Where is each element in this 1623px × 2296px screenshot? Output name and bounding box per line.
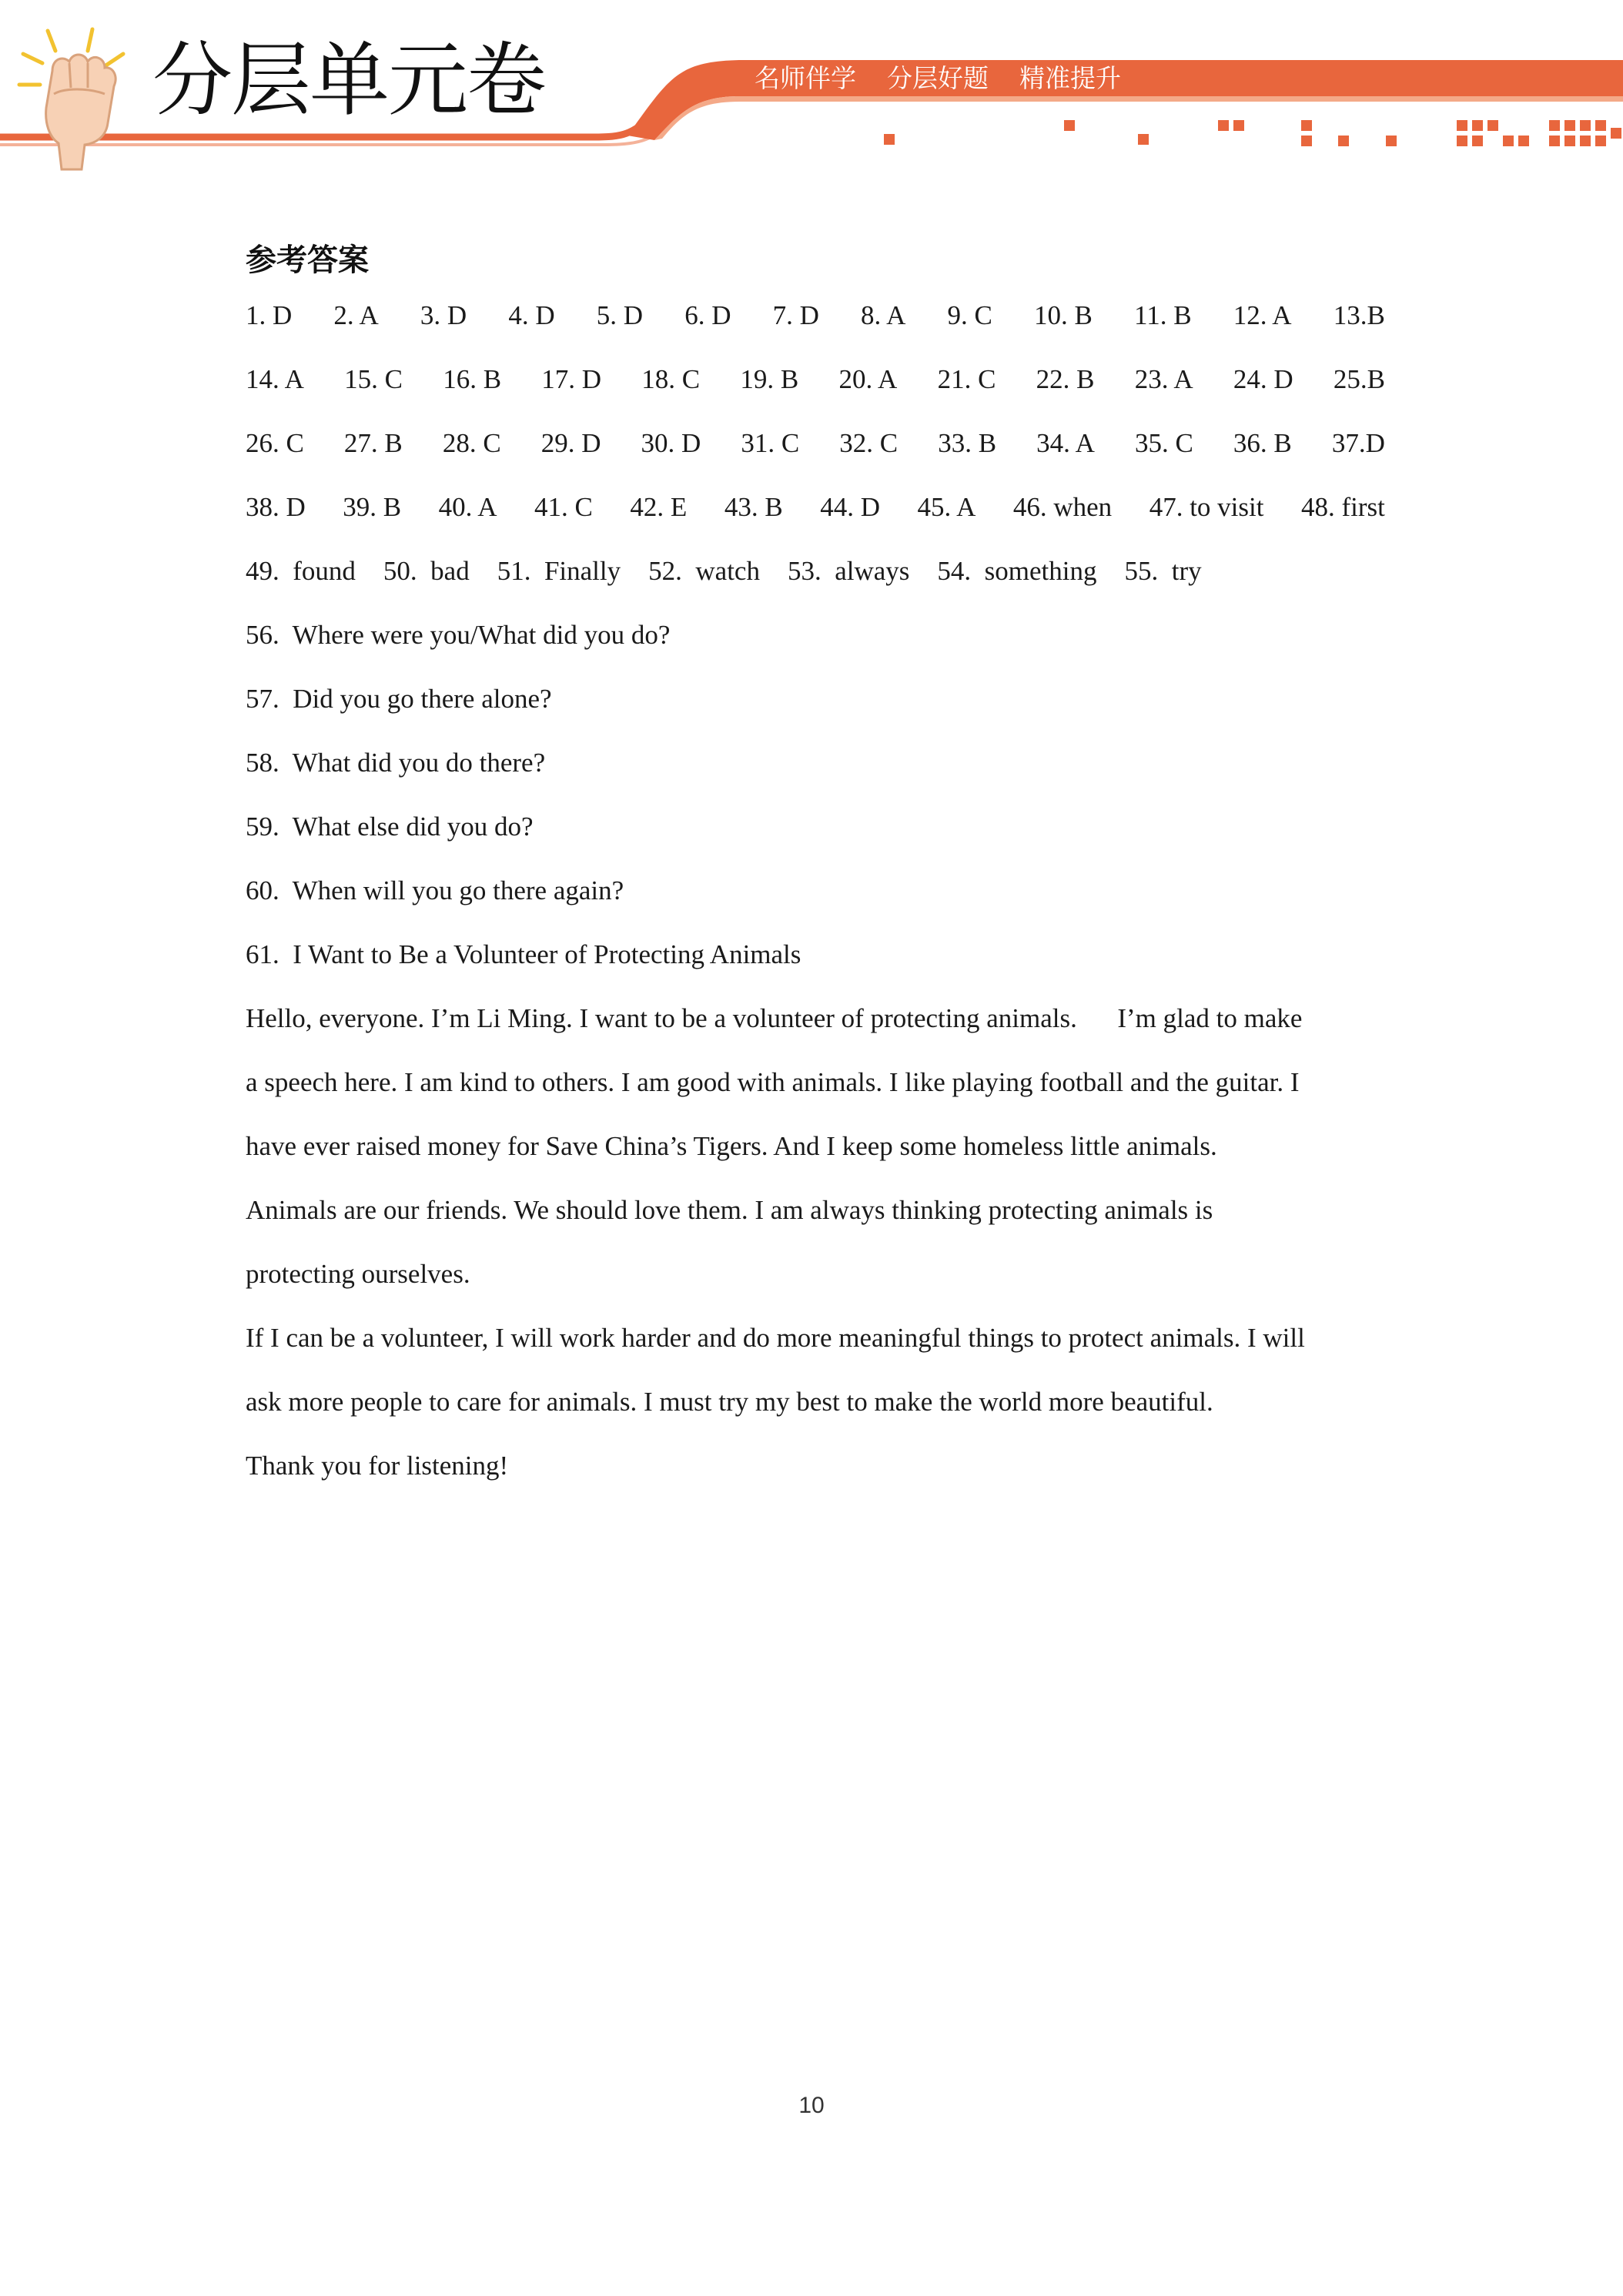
answer-item: 25.B xyxy=(1333,363,1385,394)
brand-title: 分层单元卷 xyxy=(152,33,546,127)
answer-grid xyxy=(246,283,1385,603)
answer-item: 30. D xyxy=(641,427,701,458)
question-list xyxy=(246,603,1385,986)
answer-item: 24. D xyxy=(1233,363,1293,394)
answer-item: 51. Finally xyxy=(497,555,621,586)
answer-item: 3. D xyxy=(420,300,467,330)
slogan-1: 名师伴学 xyxy=(755,62,856,93)
answer-item: 54. something xyxy=(937,555,1097,586)
answer-item: 39. B xyxy=(343,491,402,522)
essay-line: Hello, everyone. I’m Li Ming. I want to be a volunteer of protecting animals. I’m glad to make xyxy=(246,1003,1303,1033)
answer-row xyxy=(246,475,1385,539)
essay-line: have ever raised money for Save China’s Tigers. And I keep some homeless little animals. xyxy=(246,1131,1217,1161)
answer-item: 27. B xyxy=(343,427,403,458)
page-number: 10 xyxy=(798,2093,825,2118)
raised-fist-icon xyxy=(8,8,146,177)
answer-item: 55. try xyxy=(1124,555,1202,586)
question-60: 60. When will you go there again? xyxy=(246,875,624,905)
answer-row xyxy=(246,283,1385,347)
answer-item: 17. D xyxy=(541,363,602,394)
answer-row xyxy=(246,347,1385,411)
answer-item: 36. B xyxy=(1233,427,1292,458)
slogan-2: 分层好题 xyxy=(887,62,989,93)
answer-item: 38. D xyxy=(246,491,306,522)
answer-item: 42. E xyxy=(630,491,688,522)
essay-line: protecting ourselves. xyxy=(246,1259,470,1289)
answer-item: 14. A xyxy=(246,363,304,394)
essay-line: a speech here. I am kind to others. I am good with animals. I like playing football and the guitar. I xyxy=(246,1067,1300,1097)
question-56: 56. Where were you/What did you do? xyxy=(246,620,671,650)
answer-item: 22. B xyxy=(1036,363,1095,394)
question-57: 57. Did you go there alone? xyxy=(246,684,552,714)
answer-item: 35. C xyxy=(1135,427,1193,458)
slogan-3: 精准提升 xyxy=(1019,62,1121,93)
answer-item: 34. A xyxy=(1036,427,1095,458)
question-59: 59. What else did you do? xyxy=(246,812,534,842)
answer-item: 11. B xyxy=(1134,300,1192,330)
answer-item: 4. D xyxy=(508,300,555,330)
essay-line: Animals are our friends. We should love them. I am always thinking protecting animals is xyxy=(246,1195,1213,1225)
answer-item: 29. D xyxy=(540,427,601,458)
answer-item: 43. B xyxy=(724,491,783,522)
answer-item: 10. B xyxy=(1034,300,1093,330)
answer-item: 16. B xyxy=(443,363,502,394)
answer-item: 5. D xyxy=(596,300,644,330)
answer-item: 1. D xyxy=(246,300,293,330)
question-58: 58. What did you do there? xyxy=(246,748,546,778)
answer-item: 7. D xyxy=(772,300,819,330)
answer-item: 19. B xyxy=(740,363,799,394)
answer-item: 8. A xyxy=(861,300,906,330)
answer-item: 26. C xyxy=(246,427,304,458)
answer-item: 46. when xyxy=(1012,491,1113,522)
page-header xyxy=(0,0,1623,177)
essay-line: ask more people to care for animals. I must try my best to make the world more beautiful. xyxy=(246,1387,1213,1417)
answer-item: 45. A xyxy=(917,491,976,522)
answer-item: 33. B xyxy=(938,427,997,458)
answer-item: 48. first xyxy=(1301,491,1385,522)
answer-item: 44. D xyxy=(820,491,880,522)
answer-item: 15. C xyxy=(344,363,403,394)
answer-item: 49. found xyxy=(246,555,356,586)
answer-row xyxy=(246,411,1385,475)
answer-item: 12. A xyxy=(1233,300,1292,330)
answer-item: 53. always xyxy=(787,555,910,586)
answer-item: 28. C xyxy=(442,427,501,458)
essay-body xyxy=(246,986,1385,1498)
answer-item: 9. C xyxy=(947,300,992,330)
answer-item: 32. C xyxy=(839,427,899,458)
answer-item: 37.D xyxy=(1331,427,1385,458)
answer-item: 41. C xyxy=(534,491,593,522)
essay-closing: Thank you for listening! xyxy=(246,1451,509,1481)
header-slogans xyxy=(755,60,1121,95)
answer-item: 40. A xyxy=(438,491,497,522)
answer-item: 6. D xyxy=(684,300,731,330)
answer-row xyxy=(246,539,1385,603)
answer-item: 21. C xyxy=(937,363,996,394)
section-heading: 参考答案 xyxy=(246,243,369,278)
answer-item: 13.B xyxy=(1333,300,1385,330)
answer-item: 23. A xyxy=(1134,363,1193,394)
answer-content xyxy=(246,237,1385,1498)
answer-item: 47. to visit xyxy=(1149,491,1264,522)
answer-item: 31. C xyxy=(741,427,800,458)
essay-title: 61. I Want to Be a Volunteer of Protecting Animals xyxy=(246,939,801,969)
answer-item: 20. A xyxy=(838,363,898,394)
essay-line: If I can be a volunteer, I will work harder and do more meaningful things to protect animals. I will xyxy=(246,1323,1305,1353)
answer-item: 50. bad xyxy=(383,555,470,586)
answer-item: 52. watch xyxy=(648,555,760,586)
answer-item: 18. C xyxy=(641,363,701,394)
answer-item: 2. A xyxy=(333,300,379,330)
